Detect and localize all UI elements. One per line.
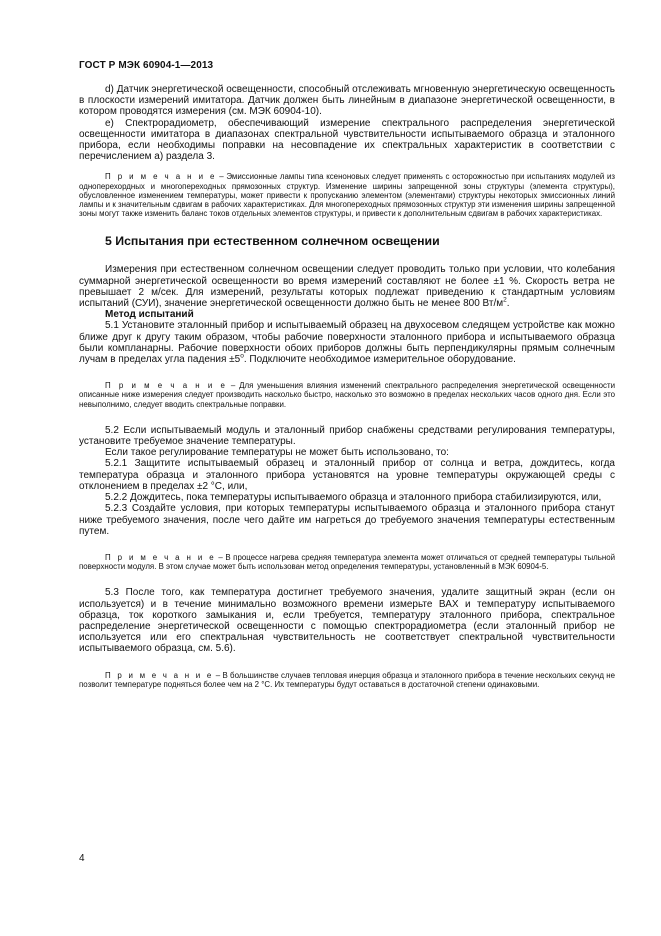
superscript: 2 (503, 296, 507, 304)
paragraph-5-2-1: 5.2.1 Защитите испытываемый образец и эталонный прибор от солнца и ветра, дождитесь, когда температура образца и эталонного прибора установятся на уровне температуры окружающей среды с отклонением в пределах ±2 °С, или, (79, 458, 615, 492)
note-3-text: – В процессе нагрева средняя температура элемента может отличаться от средней температуры тыльной поверхности модуля. В этом случае может быть использован метод определения температуры, установленный в МЭК 60904-5. (79, 552, 615, 572)
document-body (79, 84, 615, 689)
paragraph-section-5-end: . (506, 298, 510, 310)
note-1-text: – Эмиссионные лампы типа ксеноновых следует применять с осторожностью при испытаниях модулей из одноперехордных и многопереходных прямозонных структур. Изменение ширины запрещенной зоны структуры (элемента структуры), обусловленное изменением температуры, может привести к пропусканию элементом (элементами) структуры некоторых эмиссионных линий лампы и к значительным сдвигам в рабочих характеристиках. Для многопереходных прямозонных структур эти изменения ширины запрещенной зоны могут также изменить баланс токов отдельных элементов структуры, и привести к дополнительным сдвигам в рабочих характеристиках. (79, 172, 616, 219)
paragraph-5-2-3: 5.2.3 Создайте условия, при которых температуры испытываемого образца и эталонного прибора станут ниже требуемого значения, после чего дайте им нагреться до требуемого значения температуры естественным путем. (79, 503, 615, 537)
note-label: П р и м е ч а н и е (105, 381, 228, 391)
note-label: П р и м е ч а н и е (105, 172, 217, 182)
paragraph-section-5 (79, 264, 615, 309)
paragraph-5-3: 5.3 После того, как температура достигнет требуемого значения, удалите защитный экран (если он используется) и в течение минимально возможного времени измерьте ВАХ и температуру испытываемого образца, ток короткого замыкания и, если требуется, температуру эталонного прибора, спектральное распределение энергетической освещенности с помощью спектрорадиометра (если эталонный прибор не используется или его спектральная чувствительность не соответствует спектральной чувствительности испытываемого образца, см. 5.6). (79, 587, 615, 655)
note-4 (79, 671, 615, 689)
page-number: 4 (79, 853, 85, 864)
paragraph-d: d) Датчик энергетической освещенности, способный отслеживать мгновенную энергетическую освещенность в плоскости измерений имитатора. Датчик должен быть линейным в диапазоне энергетической освещенности, в котором проводятся измерения (см. МЭК 60904-10). (79, 84, 615, 118)
note-4-text: – В большинстве случаев тепловая инерция образца и эталонного прибора в течение нескольких секунд не позволит температуре подняться более чем на 2 °С. Их температуры будут оставаться в достаточной степени одинаковыми. (79, 670, 615, 689)
paragraph-e: е) Спектрорадиометр, обеспечивающий измерение спектрального распределения энергетической освещенности имитатора в диапазонах спектральной чувствительности испытываемого образца и эталонного прибора, если необходимы поправки на несовпадение их спектральных характеристик в соответствии с перечислением а) раздела 3. (79, 117, 615, 163)
note-3 (79, 553, 615, 571)
paragraph-section-5-text: Измерения при естественном солнечном освещении следует проводить только при условии, что колебания суммарной энергетической освещенности во время измерений составляют не более ±1 %. Скорость ветра не превышает 2 м/сек. Для измерений, результаты которых подлежат приведению к стандартным условиям испытаний (СУИ), значение энергетической освещенности должно быть не менее 800 Вт/м (79, 264, 615, 310)
paragraph-5-1-end: . Подключите необходимое измерительное оборудование. (243, 354, 516, 366)
note-label: П р и м е ч а н и е (105, 552, 216, 562)
section-5-title: 5 Испытания при естественном солнечном освещении (105, 234, 440, 249)
note-1 (79, 172, 615, 218)
paragraph-5-1 (79, 320, 615, 365)
document-header: ГОСТ Р МЭК 60904-1—2013 (79, 60, 214, 71)
note-label: П р и м е ч а н и е (105, 670, 214, 680)
method-heading: Метод испытаний (105, 309, 194, 321)
degree-superscript: о (240, 352, 244, 360)
note-2 (79, 381, 615, 409)
note-2-text: – Для уменьшения влияния изменений спектрального распределения энергетической освещенности описанные ниже измерения следует производить насколько быстро, насколько это возможно в пределах нескольких часов одного дня. Если это невыполнимо, следует вводить спектральные поправки. (79, 381, 616, 409)
paragraph-5-2: 5.2 Если испытываемый модуль и эталонный прибор снабжены средствами регулирования температуры, установите требуемое значение температуры. (79, 424, 615, 448)
paragraph-5-1-text: 5.1 Установите эталонный прибор и испытываемый образец на двухосевом следящем устройстве как можно ближе друг к другу таким образом, чтобы рабочие поверхности эталонного прибора и испытываемого образца были компланарны. Рабочие поверхности обоих приборов должны быть перпендикулярны прямым солнечным лучам в пределах угла падения ±5 (79, 320, 615, 366)
paragraph-5-2-b: Если такое регулирование температуры не может быть использовано, то: (105, 447, 449, 459)
paragraph-5-2-2: 5.2.2 Дождитесь, пока температуры испытываемого образца и эталонного прибора стабилизируются, или, (105, 492, 602, 504)
